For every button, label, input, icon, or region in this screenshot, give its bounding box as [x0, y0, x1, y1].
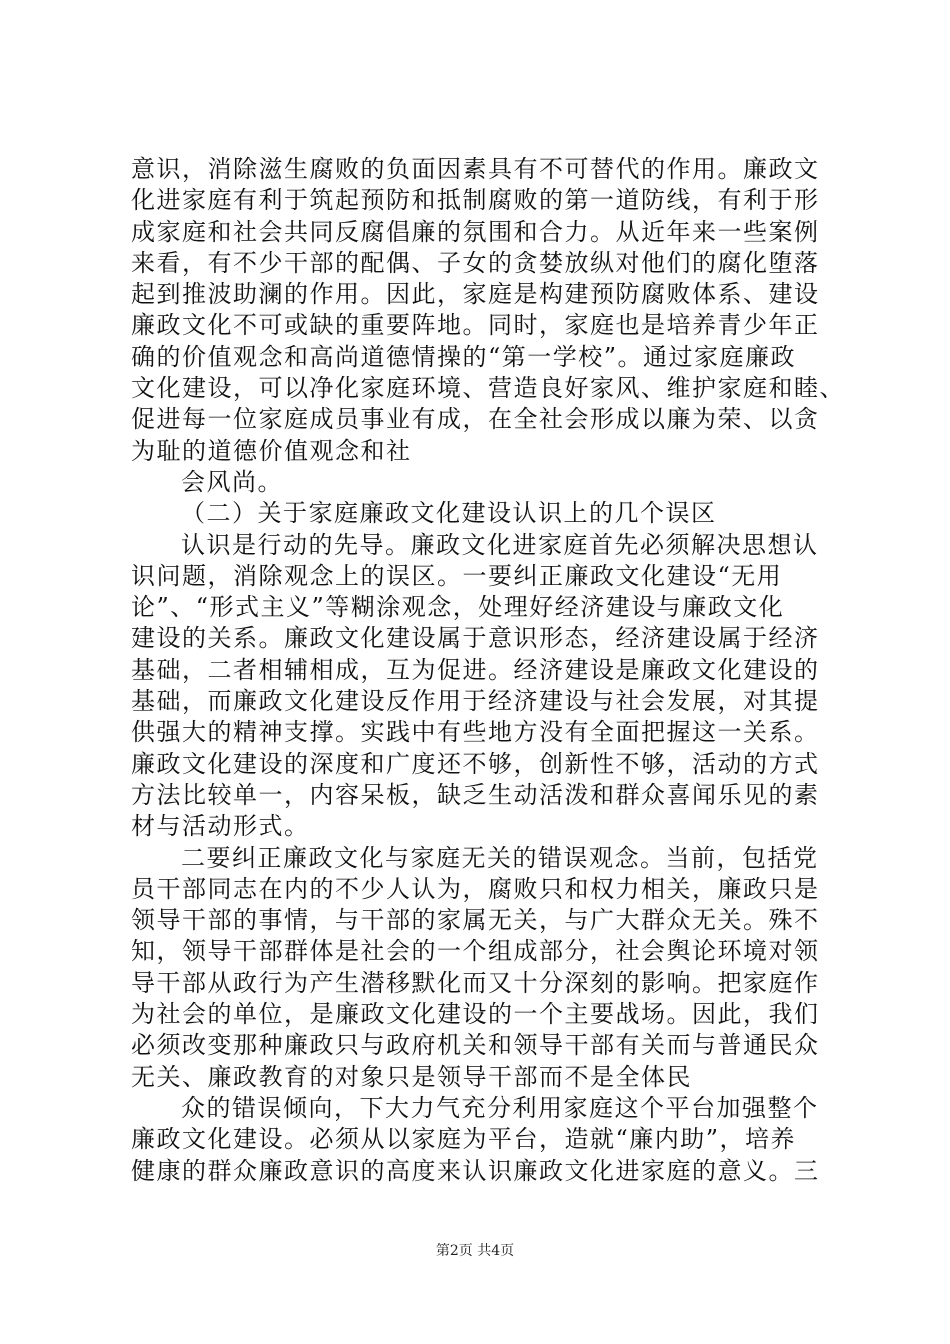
text-line: 廉政文化建设。必须从以家庭为平台，造就“廉内助”，培养	[131, 1125, 797, 1154]
text-line: 廉政文化不可或缺的重要阵地。同时，家庭也是培养青少年正	[131, 311, 820, 340]
text-line: （二）关于家庭廉政文化建设认识上的几个误区	[181, 499, 717, 528]
text-line: 健康的群众廉政意识的高度来认识廉政文化进家庭的意义。三	[131, 1156, 820, 1185]
text-line: 基础，二者相辅相成，互为促进。经济建设是廉政文化建设的	[131, 655, 820, 684]
text-line: 会风尚。	[181, 467, 283, 496]
text-line: 供强大的精神支撑。实践中有些地方没有全面把握这一关系。	[131, 718, 820, 747]
text-line: 必须改变那种廉政只与政府机关和领导干部有关而与普通民众	[131, 1031, 820, 1060]
paragraph	[131, 843, 831, 1093]
paragraph	[131, 498, 831, 529]
text-line: 为耻的道德价值观念和社	[131, 436, 412, 465]
text-line: 成家庭和社会共同反腐倡廉的氛围和合力。从近年来一些案例	[131, 217, 820, 246]
document-body	[131, 154, 845, 1187]
text-line: 来看，有不少干部的配偶、子女的贪婪放纵对他们的腐化堕落	[131, 248, 820, 277]
text-line: 意识，消除滋生腐败的负面因素具有不可替代的作用。廉政文	[131, 155, 820, 183]
page-number: 第2页 共4页	[435, 1243, 515, 1259]
text-line: 为社会的单位，是廉政文化建设的一个主要战场。因此，我们	[131, 1000, 820, 1029]
paragraph	[131, 530, 831, 843]
text-line: 材与活动形式。	[131, 812, 310, 841]
text-line: 员干部同志在内的不少人认为，腐败只和权力相关，廉政只是	[131, 874, 820, 903]
text-line: 基础，而廉政文化建设反作用于经济建设与社会发展，对其提	[131, 687, 820, 716]
text-line: 方法比较单一，内容呆板，缺乏生动活泼和群众喜闻乐见的素	[131, 780, 820, 809]
paragraph	[131, 154, 845, 467]
text-line: 无关、廉政教育的对象只是领导干部而不是全体民	[131, 1062, 692, 1091]
paragraph	[131, 467, 831, 498]
text-line: 论”、“形式主义”等糊涂观念，处理好经济建设与廉政文化	[131, 593, 785, 622]
text-line: 识问题，消除观念上的误区。一要纠正廉政文化建设“无用	[131, 561, 783, 590]
text-line: 领导干部的事情，与干部的家属无关，与广大群众无关。殊不	[131, 906, 820, 935]
text-line: 导干部从政行为产生潜移默化而又十分深刻的影响。把家庭作	[131, 968, 820, 997]
text-line: 知，领导干部群体是社会的一个组成部分，社会舆论环境对领	[131, 937, 820, 966]
page-footer	[0, 1240, 950, 1260]
text-line: 确的价值观念和高尚道德情操的“第一学校”。通过家庭廉政	[131, 342, 797, 371]
text-line: 文化建设，可以净化家庭环境、营造良好家风、维护家庭和睦、	[131, 374, 845, 403]
text-line: 众的错误倾向，下大力气充分利用家庭这个平台加强整个	[181, 1093, 819, 1122]
text-line: 化进家庭有利于筑起预防和抵制腐败的第一道防线，有利于形	[131, 186, 820, 215]
text-line: 起到推波助澜的作用。因此，家庭是构建预防腐败体系、建设	[131, 280, 820, 309]
text-line: 建设的关系。廉政文化建设属于意识形态，经济建设属于经济	[131, 624, 820, 653]
text-line: 二要纠正廉政文化与家庭无关的错误观念。当前，包括党	[181, 843, 819, 872]
text-line: 廉政文化建设的深度和广度还不够，创新性不够，活动的方式	[131, 749, 820, 778]
paragraph	[131, 1093, 831, 1187]
text-line: 促进每一位家庭成员事业有成，在全社会形成以廉为荣、以贪	[131, 405, 820, 434]
text-line: 认识是行动的先导。廉政文化进家庭首先必须解决思想认	[181, 530, 819, 559]
